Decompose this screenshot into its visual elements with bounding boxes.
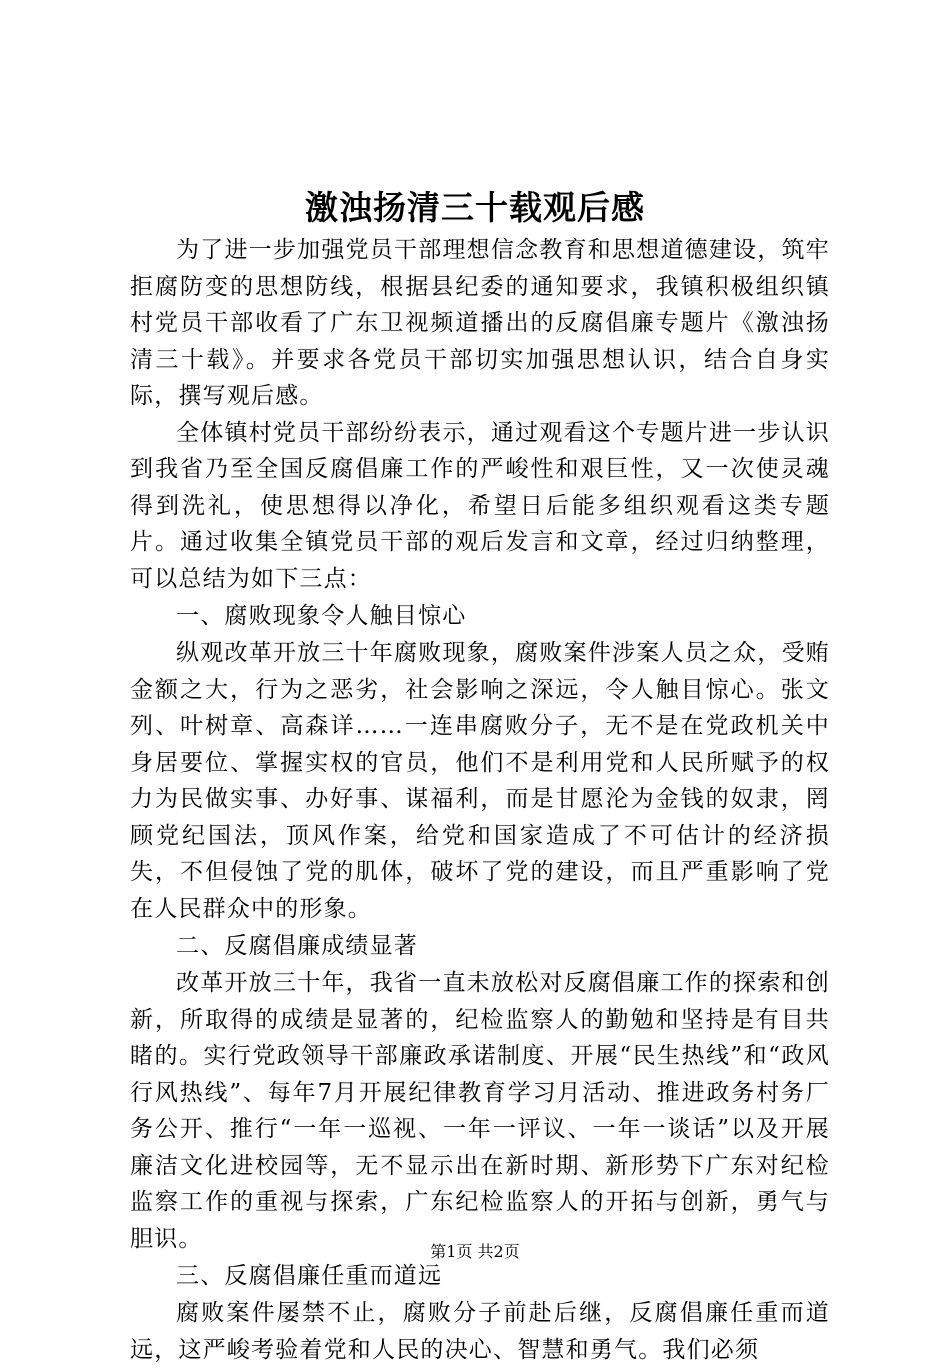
paragraph: 改革开放三十年，我省一直未放松对反腐倡廉工作的探索和创新，所取得的成绩是显著的，纪检监察人的勤勉和坚持是有目共睹的。实行党政领导干部廉政承诺制度、开展“民生热线”和“政风行风热线”、每年7月开展纪律教育学习月活动、推进政务村务厂务公开、推行“一年一巡视、一年一评议、一年一谈话”以及开展廉洁文化进校园等，无不显示出在新时期、新形势下广东对纪检监察工作的重视与探索，广东纪检监察人的开拓与创新，勇气与胆识。: [130, 970, 830, 1252]
paragraph: 纵观改革开放三十年腐败现象，腐败案件涉案人员之众，受贿金额之大，行为之恶劣，社会影响之深远，令人触目惊心。张文列、叶树章、高森详……一连串腐败分子，无不是在党政机关中身居要位、掌握实权的官员，他们不是利用党和人民所赋予的权力为民做实事、办好事、谋福利，而是甘愿沦为金钱的奴隶，罔顾党纪国法，顶风作案，给党和国家造成了不可估计的经济损失，不但侵蚀了党的肌体，破坏了党的建设，而且严重影响了党在人民群众中的形象。: [130, 640, 830, 922]
document-body: [130, 232, 830, 1368]
paragraph: 为了进一步加强党员干部理想信念教育和思想道德建设，筑牢拒腐防变的思想防线，根据县纪委的通知要求，我镇积极组织镇村党员干部收看了广东卫视频道播出的反腐倡廉专题片《激浊扬清三十载》。并要求各党员干部切实加强思想认识，结合自身实际，撰写观后感。: [130, 237, 830, 409]
section-heading: 二、反腐倡廉成绩显著: [176, 933, 418, 959]
page-footer: 第1页 共2页: [430, 1242, 520, 1261]
section-heading: 三、反腐倡廉任重而道远: [176, 1263, 443, 1289]
paragraph: 腐败案件屡禁不止，腐败分子前赴后继，反腐倡廉任重而道远，这严峻考验着党和人民的决心、智慧和勇气。我们必须: [130, 1300, 830, 1363]
section-heading: 一、腐败现象令人触目惊心: [176, 603, 467, 629]
paragraph: 全体镇村党员干部纷纷表示，通过观看这个专题片进一步认识到我省乃至全国反腐倡廉工作的严峻性和艰巨性，又一次使灵魂得到洗礼，使思想得以净化，希望日后能多组织观看这类专题片。通过收集全镇党员干部的观后发言和文章，经过归纳整理，可以总结为如下三点：: [130, 419, 830, 592]
document-title: 激浊扬清三十载观后感: [305, 188, 645, 227]
